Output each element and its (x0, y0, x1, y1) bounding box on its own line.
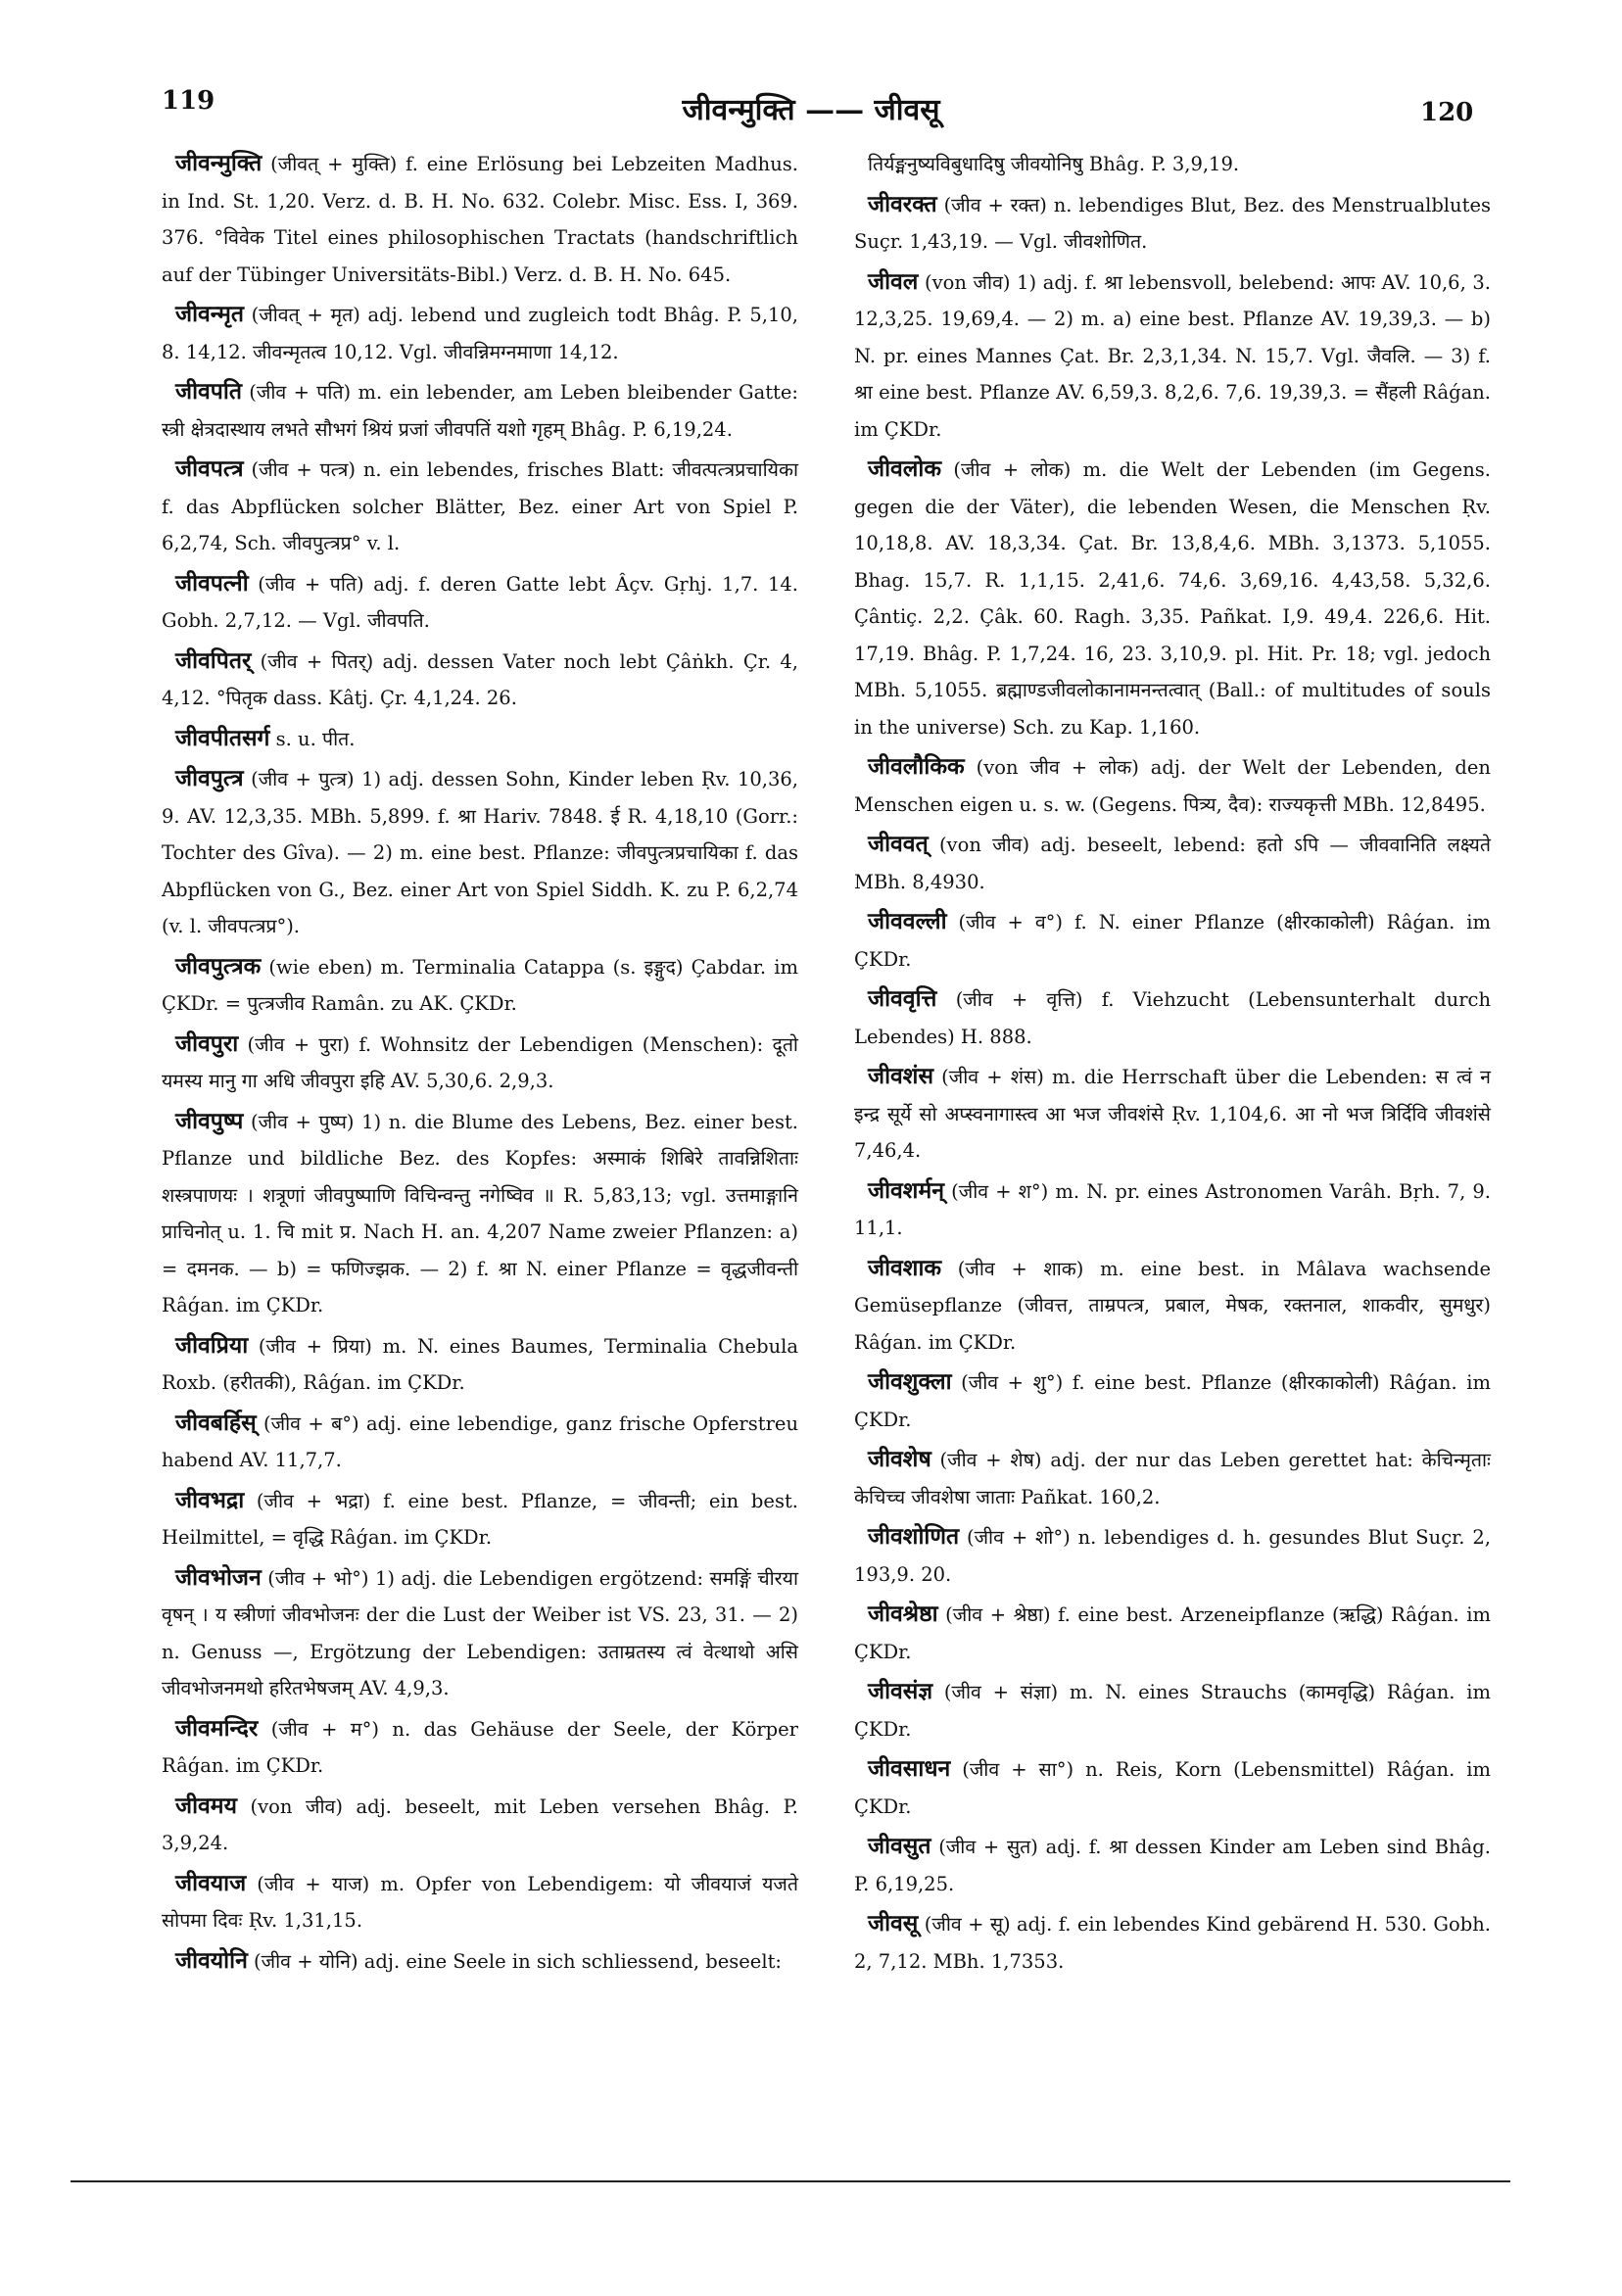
dictionary-entry (162, 760, 798, 945)
entry-headword: जीवभद्रा (175, 1486, 245, 1513)
dictionary-entry (854, 981, 1491, 1055)
entry-headword: जीवन्मुक्ति (175, 150, 262, 176)
dictionary-entry (162, 145, 798, 293)
dictionary-entry (854, 1250, 1491, 1362)
dictionary-entry (162, 296, 798, 370)
entry-headword: जीवपुरा (175, 1029, 239, 1057)
page-header (0, 0, 1622, 137)
page-number-right: 120 (1420, 98, 1474, 127)
page-number-left: 119 (162, 86, 215, 116)
entry-text: (जीव + शो°) n. lebendiges d. h. gesundes Blut Suçr. 2, 193,9. 20. (854, 1526, 1491, 1586)
entry-text: (जीव + ब°) adj. eine lebendige, ganz frische Opferstreu habend AV. 11,7,7. (162, 1411, 798, 1471)
right-column (854, 145, 1491, 1983)
dictionary-entry (162, 1482, 798, 1556)
entry-headword: जीवश्रेष्ठा (868, 1601, 938, 1627)
dictionary-entry (854, 186, 1491, 261)
entry-headword: जीवलौकिक (868, 753, 965, 780)
entry-text: (जीव + रक्त) n. lebendiges Blut, Bez. des Menstrualblutes Suçr. 1,43,19. — Vgl. जीवशोणित. (854, 193, 1491, 253)
dictionary-entry (162, 720, 798, 758)
dictionary-entry (162, 1103, 798, 1324)
entry-headword: जीवन्मृत (175, 301, 244, 327)
dictionary-entry (854, 1518, 1491, 1593)
entry-headword: जीवपितर् (175, 646, 252, 674)
entry-headword: जीवसू (868, 1910, 919, 1937)
dictionary-entry (854, 1441, 1491, 1515)
dictionary-entry (162, 1865, 798, 1939)
entry-headword: जीवयोनि (175, 1946, 248, 1974)
entry-text: (जीव + शु°) f. eine best. Pflanze (क्षीरकाकोली) Râǵan. im ÇKDr. (854, 1371, 1491, 1431)
entry-text: (जीव + श°) m. N. pr. eines Astronomen Varâh. Bṛh. 7, 9. 11,1. (854, 1179, 1491, 1239)
entry-headword: जीवसुत (868, 1833, 931, 1859)
entry-text: (जीव + पत्त्र) n. ein lebendes, frisches Blatt: जीवत्पत्त्रप्रचायिका f. das Abpflücken solcher Blätter, Bez. einer Art von Spiel P. 6,2,74, Sch. जीवपुत्त्रप्र° v. l. (162, 458, 798, 554)
entry-headword: जीवपुत्त्रक (175, 952, 262, 980)
dictionary-entry (162, 451, 798, 562)
entry-text: (जीव + म°) n. das Gehäuse der Seele, der Körper Râǵan. im ÇKDr. (162, 1717, 798, 1777)
dictionary-entry (162, 1405, 798, 1479)
dictionary-entry (854, 1363, 1491, 1438)
entry-text: (जीव + भो°) 1) adj. die Lebendigen ergötzend: समङ्गिं चीरया वृषन् । य स्त्रीणां जीवभोजनः der die Lust der Weiber ist VS. 23, 31. — 2) n. Genuss —, Ergötzung der Lebendigen: उताम्रतस्य त्वं वेत्थाथो असि जीवभोजनमथो हरितभेषजम् AV. 4,9,3. (162, 1566, 798, 1699)
entry-text: (von जीव) adj. beseelt, mit Leben versehen Bhâg. P. 3,9,24. (162, 1794, 798, 1854)
entry-text: (जीव + लोक) m. die Welt der Lebenden (im Gegens. gegen die der Väter), die lebenden Wesen, die Menschen Ṛv. 10,18,8. AV. 18,3,34. Çat. Br. 13,8,4,6. MBh. 3,1373. 5,1055. Bhag. 15,7. R. 1,1,15. 2,41,6. 74,6. 3,69,16. 4,43,58. 5,32,6. Çântiç. 2,2. Çâk. 60. Ragh. 3,35. Pañkat. I,9. 49,4. 226,6. Hit. 17,19. Bhâg. P. 1,7,24. 16, 23. 3,10,9. pl. Hit. Pr. 18; vgl. jedoch MBh. 5,1055. ब्रह्माण्डजीवलोकानामनन्तत्वात् (Ball.: of multitudes of souls in the universe) Sch. zu Kap. 1,160. (854, 458, 1491, 739)
footer-rule (71, 2180, 1510, 2182)
entry-headword: जीवरक्त (868, 190, 937, 217)
entry-text: (von जीव) 1) adj. f. श्रा lebensvoll, belebend: आपः AV. 10,6, 3. 12,3,25. 19,69,4. — 2) m. a) eine best. Pflanze AV. 19,39,3. — b) N. pr. eines Mannes Çat. Br. 2,3,1,34. N. 15,7. Vgl. जैवलि. — 3) f. श्रा eine best. Pflanze AV. 6,59,3. 8,2,6. 7,6. 19,39,3. = सैंहली Râǵan. im ÇKDr. (854, 270, 1491, 441)
entry-headword: जीवपुष्प (175, 1107, 244, 1134)
entry-text: (जीव + श्रेष्ठा) f. eine best. Arzeneipflanze (ऋद्धि) Râǵan. im ÇKDr. (854, 1603, 1491, 1663)
entry-headword: जीवलोक (868, 455, 942, 482)
entry-headword: जीवप्रिया (175, 1331, 249, 1359)
entry-headword: जीवशंस (868, 1063, 933, 1089)
entry-headword: जीवशेष (868, 1446, 931, 1472)
dictionary-entry (162, 1788, 798, 1862)
dictionary-entry (854, 1750, 1491, 1825)
entry-headword: जीवपीतसर्ग (175, 724, 270, 751)
dictionary-entry (162, 1710, 798, 1785)
dictionary-entry (854, 1172, 1491, 1247)
entry-text: (जीव + शेष) adj. der nur das Leben gerettet hat: केचिन्मृताः केचिच्च जीवशेषा जाताः Pañkat. 160,2. (854, 1449, 1491, 1508)
entry-text: (जीव + प्रिया) m. N. eines Baumes, Terminalia Chebula Roxb. (हरीतकी), Râǵan. im ÇKDr. (162, 1334, 798, 1394)
left-column (162, 145, 798, 1983)
entry-text: (जीव + सुत) adj. f. श्रा dessen Kinder am Leben sind Bhâg. P. 6,19,25. (854, 1836, 1491, 1895)
dictionary-entry (854, 1828, 1491, 1902)
dictionary-entry (854, 903, 1491, 978)
entry-headword: जीवमय (175, 1792, 237, 1819)
entry-headword: जीववल्ली (868, 908, 947, 934)
entry-text: (जीव + पितर्) adj. dessen Vater noch lebt Çâṅkh. Çr. 4, 4,12. °पितृक dass. Kâtj. Çr. 4,1,24. 26. (162, 649, 798, 709)
dictionary-entry (854, 451, 1491, 745)
dictionary-entry (162, 1559, 798, 1707)
entry-headword: जीवपति (175, 378, 242, 405)
entry-headword: जीवपत्नी (175, 569, 249, 597)
entry-headword: जीवशर्मन् (868, 1176, 944, 1204)
entry-text: (जीव + याज) m. Opfer von Lebendigem: यो जीवयाजं यजते सोपमा दिवः Ṛv. 1,31,15. (162, 1872, 798, 1932)
dictionary-entry (854, 1058, 1491, 1170)
dictionary-entry (162, 948, 798, 1023)
dictionary-entry (854, 145, 1491, 183)
entry-text: (जीवत् + मृत) adj. lebend und zugleich todt Bhâg. P. 5,10, 8. 14,12. जीवन्मृतत्व 10,12. Vgl. जीवन्निमग्नमाणा 14,12. (162, 304, 798, 363)
entry-text: (जीव + भद्रा) f. eine best. Pflanze, = जीवन्ती; ein best. Heilmittel, = वृद्धि Râǵan. im ÇKDr. (162, 1489, 798, 1549)
entry-text: (जीव + पति) m. ein lebender, am Leben bleibender Gatte: स्त्री क्षेत्रदास्थाय लभते सौभगं श्रियं प्रजां जीवपतिं यशो गृहम् Bhâg. P. 6,19,24. (162, 381, 798, 441)
dictionary-entry (854, 263, 1491, 449)
entry-headword: जीवमन्दिर (175, 1714, 259, 1742)
dictionary-entry (854, 748, 1491, 823)
dictionary-entry (162, 373, 798, 448)
entry-text: (जीव + शाक) m. eine best. in Mâlava wachsende Gemüsepflanze (जीवत्त, ताम्रपत्त्र, प्रबाल, मेषक, रक्तनाल, शाकवीर, सुमधुर) Râǵan. im ÇKDr. (854, 1257, 1491, 1354)
entry-text: (जीव + पुरा) f. Wohnsitz der Lebendigen (Menschen): दूतो यमस्य मानु गा अधि जीवपुरा इहि AV. 5,30,6. 2,9,3. (162, 1032, 798, 1092)
entry-headword: जीवल (868, 267, 919, 295)
entry-headword: जीवयाज (175, 1869, 247, 1896)
entry-text: (जीव + सू) adj. f. ein lebendes Kind gebärend H. 530. Gobh. 2, 7,12. MBh. 1,7353. (854, 1913, 1491, 1973)
entry-text: तिर्यङ्मनुष्यविबुधादिषु जीवयोनिषु Bhâg. P. 3,9,19. (868, 153, 1240, 175)
entry-headword: जीवशोणित (868, 1523, 960, 1550)
dictionary-entry (162, 643, 798, 717)
dictionary-entry (854, 826, 1491, 900)
dictionary-entry (854, 1673, 1491, 1747)
entry-text: (जीवत् + मुक्ति) f. eine Erlösung bei Lebzeiten Madhus. in Ind. St. 1,20. Verz. d. B. H. No. 632. Colebr. Misc. Ess. I, 369. 376. °विवेक Titel eines philosophischen Tractats (handschriftlich auf der Tübinger Universitäts-Bibl.) Verz. d. B. H. No. 645. (162, 153, 798, 286)
entry-text: (जीव + व°) f. N. einer Pflanze (क्षीरकाकोली) Râǵan. im ÇKDr. (854, 911, 1491, 971)
dictionary-entry (854, 1905, 1491, 1980)
entry-text: (जीव + संज्ञा) m. N. eines Strauchs (कामवृद्धि) Râǵan. im ÇKDr. (854, 1681, 1491, 1741)
entry-headword: जीवबर्हिस् (175, 1409, 257, 1436)
dictionary-entry (854, 1596, 1491, 1670)
dictionary-entry (162, 1942, 798, 1981)
entry-text: s. u. पीत. (269, 727, 356, 750)
entry-text: (जीव + पुष्प) 1) n. die Blume des Lebens, Bez. einer best. Pflanze und bildliche Bez. des Kopfes: अस्माकं शिबिरे तावन्निशिताः शस्त्रपाणयः । शत्रूणां जीवपुष्पाणि विचिन्वन्तु नगेष्विव ॥ R. 5,83,13; vgl. उत्तमाङ्गानि प्राचिनोत् u. 1. चि mit प्र. Nach H. an. 4,207 Name zweier Pflanzen: a) = दमनक. — b) = फणिज्झक. — 2) f. श्रा N. einer Pflanze = वृद्धजीवन्ती Râǵan. im ÇKDr. (162, 1110, 798, 1316)
entry-headword: जीवपत्त्र (175, 455, 244, 482)
dictionary-entry (162, 1327, 798, 1402)
entry-text: (जीव + शंस) m. die Herrschaft über die Lebenden: स त्वं न इन्द्र सूर्ये सो अप्स्वनागास्त्व आ भज जीवशंसे Ṛv. 1,104,6. आ नो भज त्रिर्दिवि जीवशंसे 7,46,4. (854, 1066, 1491, 1162)
entry-headword: जीववत् (868, 831, 929, 857)
entry-text: (जीव + पुत्त्र) 1) adj. dessen Sohn, Kinder leben Ṛv. 10,36, 9. AV. 12,3,35. MBh. 5,899. f. श्रा Hariv. 7848. ई R. 4,18,10 (Gorr.: Tochter des Gîva). — 2) m. eine best. Pflanze: जीवपुत्त्रप्रचायिका f. das Abpflücken von G., Bez. einer Art von Spiel Siddh. K. zu P. 6,2,74 (v. l. जीवपत्त्रप्र°). (162, 768, 798, 937)
dictionary-entry (162, 1026, 798, 1100)
entry-text: (जीव + सा°) n. Reis, Korn (Lebensmittel) Râǵan. im ÇKDr. (854, 1758, 1491, 1818)
entry-text: (von जीव + लोक) adj. der Welt der Lebenden, den Menschen eigen u. s. w. (Gegens. पित्र्य, दैव): राज्यकृत्ती MBh. 12,8495. (854, 756, 1491, 816)
entry-text: (wie eben) m. Terminalia Catappa (s. इङ्गुद) Çabdar. im ÇKDr. = पुत्त्रजीव Ramân. zu AK. ÇKDr. (162, 955, 798, 1015)
entry-headword: जीवपुत्त्र (175, 765, 244, 791)
entry-text: (जीव + पति) adj. f. deren Gatte lebt Âçv. Gṛhj. 1,7. 14. Gobh. 2,7,12. — Vgl. जीवपति. (162, 572, 798, 632)
entry-headword: जीवशाक (868, 1254, 942, 1281)
entry-headword: जीववृत्ति (868, 985, 937, 1012)
dictionary-entry (162, 565, 798, 640)
entry-text: (जीव + योनि) adj. eine Seele in sich schliessend, beseelt: (247, 1949, 782, 1973)
entry-text: (von जीव) adj. beseelt, lebend: हतो ऽपि — जीववानिति लक्ष्यते MBh. 8,4930. (854, 834, 1491, 893)
entry-text: (जीव + वृत्ति) f. Viehzucht (Lebensunterhalt durch Lebendes) H. 888. (854, 988, 1491, 1048)
entry-headword: जीवसाधन (868, 1755, 951, 1782)
entry-headword: जीवसंज्ञ (868, 1678, 933, 1704)
entry-headword: जीवभोजन (175, 1563, 262, 1591)
entry-headword: जीवशुक्ला (868, 1368, 952, 1395)
running-title: जीवन्मुक्ति —— जीवसू (682, 93, 940, 127)
